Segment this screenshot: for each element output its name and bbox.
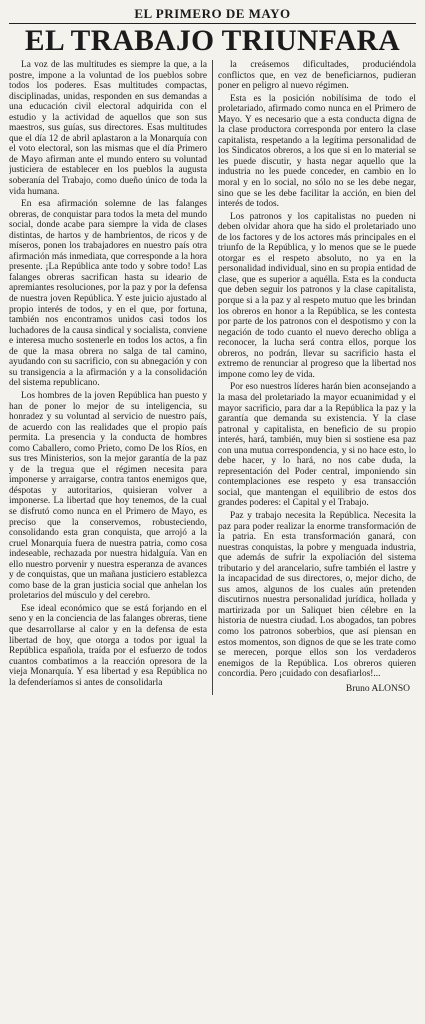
paragraph: Los hombres de la joven República han puesto y han de poner lo mejor de su inteligencia, su honradez y su voluntad al servicio de nuestro país, de acuerdo con las realidades que el propio país permita. La presencia y la conducta de hombres como Caballero, como Prieto, como De los Ríos, en sus tres Ministerios, son la mejor garantía de la paz y de la tregua que el régimen necesita para imponerse y arraigarse, contra tantos enemigos que, déspotas y autoritarios, quisieran volver a imponerse. La libertad que hoy tenemos, de la cual se disfrutó como nunca en el Primero de Mayo, es preciso que la conservemos, robusteciendo, consolidando esta gran conquista, que arrojó a la cruel Monarquía fuera de nuestra patria, como cosa indeseable, rechazada por nuestra hidalguía. Van en ello nuestro porvenir y nuestra esperanza de avances y de conquistas, que un mañana justiciero establezca como base de la gran justicia social que anhelan los proletarios del músculo y del cerebro. [9,390,207,602]
paragraph: La voz de las multitudes es siempre la que, a la postre, impone a la voluntad de los pueblos sobre todos los poderes. Esas multitudes compactas, disciplinadas, unidas, responden en sus demandas a una educación civil electoral adquirida con el estudio y la actividad de aquellos que son sus maestros, sus guías, sus directores. Esas multitudes que el día 12 de abril aplastaron a la Monarquía con el voto electoral, son las mismas que el día Primero de Mayo afirman ante el mundo entero su voluntad justiciera de establecer en los pueblos la augusta soberanía del Trabajo, como dueño único de toda la vida humana. [9,60,207,197]
author-signature: Bruno ALONSO [345,683,410,694]
paragraph: Por eso nuestros líderes harán bien aconsejando a la masa del proletariado la mayor ecuanimidad y el mayor sacrificio, para dar a la República la paz y la garantía que demanda su existencia. Y la clase patronal y capitalista, en beneficio de su propio interés, hará, también, muy bien si sostiene esa paz con una mutua correspondencia, y si no hace esto, lo debe hacer, y lo hará, no nos cabe duda, la representación del Poder central, imponiendo sin contemplaciones ese respeto y esa transacción social, que mantengan el equilibrio de estos dos grandes poderes: el Capital y el Trabajo. [218,382,416,509]
paragraph: Los patronos y los capitalistas no pueden ni deben olvidar ahora que ha sido el proletariado uno de los factores y de los actores más principales en el triunfo de la República, y lo menos que se le puede otorgar es el respeto absoluto, no ya en la personalidad individual, sino en su propia entidad de clase, que es superior a aquélla. Esta es la conducta que deben seguir los patronos y la clase capitalista, porque si a la paz y al respeto mutuo que les brindan los obreros en honor a la República, se les contesta por parte de los patronos con el despotismo y con la negación de todo cuanto el nuevo derecho obliga a reconocer, la lucha será contra ellos, porque los obreros, no podrán, llevar su sacrificio hasta el extremo de renunciar al progreso que la libertad nos impone como ley de vida. [218,211,416,380]
column-divider [212,60,213,695]
left-column [9,60,207,695]
section-header: EL PRIMERO DE MAYO [134,6,291,21]
paragraph: Ese ideal económico que se está forjando en el seno y en la conciencia de las falanges obreras, tiene que desarrollarse al calor y en la defensa de esta libertad de hoy, que otorga a todos por igual la República española, traída por el esfuerzo de todos cuantos combatimos a la reacción opresora de la vieja Monarquía. Y esa libertad y esa República no la defenderíamos si antes de consolidarla [9,603,207,688]
right-column [218,60,416,695]
article-headline: EL TRABAJO TRIUNFARA [24,25,401,57]
paragraph: En esa afirmación solemne de las falanges obreras, de conquistar para todos la meta del mundo social, donde acabe para siempre la vida de clases distintas, de hartos y de hambrientos, de ricos y de míseros, ponen los trabajadores en nuestro país otra afirmación más inmediata, que corresponde a la hora presente. ¡La República ante todo y sobre todo! Las falanges obreras sacrifican hasta su ideario de apremiantes resoluciones, por la paz y por la defensa de nuestra joven República. Y este juicio ajustado al propio interés de todos, y en el que, por fortuna, también nos encontramos unidos casi todos los luchadores de la causa sindical y socialista, conviene e interesa mucho sostenerle en todos los actos, a fin de que la masa obrera no salga de tal camino, ayudando con su sacrificio, con su abnegación y con su transigencia a la afirmación y a la consolidación del sistema republicano. [9,199,207,389]
paragraph: Paz y trabajo necesita la República. Necesita la paz para poder realizar la enorme transformación de la patria. En esta transformación ganará, con nuestras conquistas, la pobre y menguada industria, que además de sufrir la expoliación del sistema tributario y del arancelario, sufre también el lastre y la incapacidad de sus directores, o, mejor dicho, de sus amos, algunos de los cuales aún pretenden discutirnos nuestra personalidad jurídica, hollada y martirizada por un Saliquet bien célebre en la historia de nuestra ciudad. Los abogados, tan pobres como los patronos soberbios, que así piensan en estos momentos, son dignos de que se les trate como se merecen, porque ellos son los verdaderos enemigos de la República. Los obreros quieren concordia. Pero ¡cuidado con desafiarlos!... [218,510,416,680]
paragraph: Esta es la posición nobilísima de todo el proletariado, afirmado como nunca en el Primero de Mayo. Y es necesario que a esta conducta digna de la clase productora corresponda por entero la clase capitalista, respetando a la legítima personalidad de los Sindicatos obreros, a los que si en lo material se les puede discutir, y hasta negar aquello que la industria no les puede conceder, en cambio en lo moral y en lo social, no sólo no se les debe negar, sino que se les debe facilitar la acción, en bien del interés de todos. [218,93,416,210]
header-rule [9,23,416,24]
article-body [9,60,416,695]
paragraph: la creásemos dificultades, produciéndola conflictos que, en vez de beneficiarnos, pudieran poner en peligro al nuevo régimen. [218,60,416,92]
